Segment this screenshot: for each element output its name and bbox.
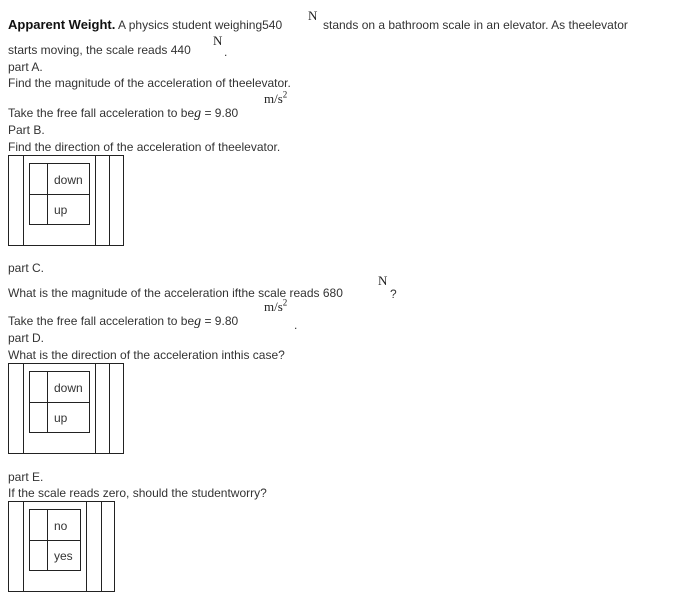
- part-b-question: Find the direction of the acceleration of theelevator.: [8, 140, 281, 154]
- problem-text-2: starts moving, the scale reads 440: [8, 43, 191, 57]
- option-up-checkbox[interactable]: [30, 403, 48, 432]
- problem-text-1b: stands on a bathroom scale in an elevator. As theelevator: [323, 18, 628, 32]
- unit-newton-1: N: [308, 8, 318, 23]
- part-c-unit-newton: N: [378, 273, 388, 288]
- part-d-options: [29, 371, 90, 433]
- part-d-question: What is the direction of the acceleration inthis case?: [8, 348, 285, 362]
- problem-line-1: [8, 18, 282, 32]
- option-down[interactable]: [30, 164, 89, 195]
- part-e-answer-table: [8, 501, 115, 592]
- part-d-answer-table: [8, 363, 124, 454]
- part-a-label: part A.: [8, 60, 43, 74]
- part-c-given: Take the free fall acceleration to beg = 9.80: [8, 314, 239, 329]
- option-up[interactable]: [30, 402, 89, 432]
- option-down[interactable]: [30, 372, 89, 403]
- option-no-label: no: [54, 518, 68, 533]
- part-d-label: part D.: [8, 331, 45, 345]
- option-down-checkbox[interactable]: [30, 372, 48, 403]
- option-down-label: down: [54, 172, 83, 187]
- part-a-question: Find the magnitude of the acceleration of theelevator.: [8, 76, 291, 90]
- part-c-question-mark: ?: [390, 287, 397, 301]
- part-c-label: part C.: [8, 261, 45, 275]
- option-up-checkbox[interactable]: [30, 195, 48, 224]
- option-up-label: up: [54, 410, 68, 425]
- problem-text-1: A physics student weighing540: [118, 18, 283, 32]
- part-c-unit: $m/s^2$: [264, 297, 288, 314]
- option-yes-label: yes: [54, 548, 73, 563]
- part-e-options: [29, 509, 81, 571]
- part-c-question: What is the magnitude of the acceleration ifthe scale reads 680: [8, 286, 343, 300]
- part-b-options: [29, 163, 90, 225]
- part-e-question: If the scale reads zero, should the studentworry?: [8, 486, 267, 500]
- part-b-answer-table: [8, 155, 124, 246]
- option-yes[interactable]: [30, 540, 80, 570]
- option-no[interactable]: [30, 510, 80, 541]
- option-up-label: up: [54, 202, 68, 217]
- problem-period: .: [224, 45, 228, 59]
- option-yes-checkbox[interactable]: [30, 541, 48, 570]
- part-b-label: Part B.: [8, 123, 45, 137]
- part-e-label: part E.: [8, 470, 44, 484]
- option-no-checkbox[interactable]: [30, 510, 48, 541]
- problem-title: Apparent Weight.: [8, 17, 116, 32]
- option-down-checkbox[interactable]: [30, 164, 48, 195]
- part-c-period: .: [294, 318, 298, 332]
- unit-newton-2: N: [213, 33, 223, 48]
- part-a-given: Take the free fall acceleration to beg = 9.80: [8, 106, 239, 121]
- g-symbol: g: [194, 314, 202, 329]
- option-up[interactable]: [30, 194, 89, 224]
- g-symbol: g: [194, 106, 202, 121]
- option-down-label: down: [54, 380, 83, 395]
- part-a-unit: $m/s^2$: [264, 89, 288, 106]
